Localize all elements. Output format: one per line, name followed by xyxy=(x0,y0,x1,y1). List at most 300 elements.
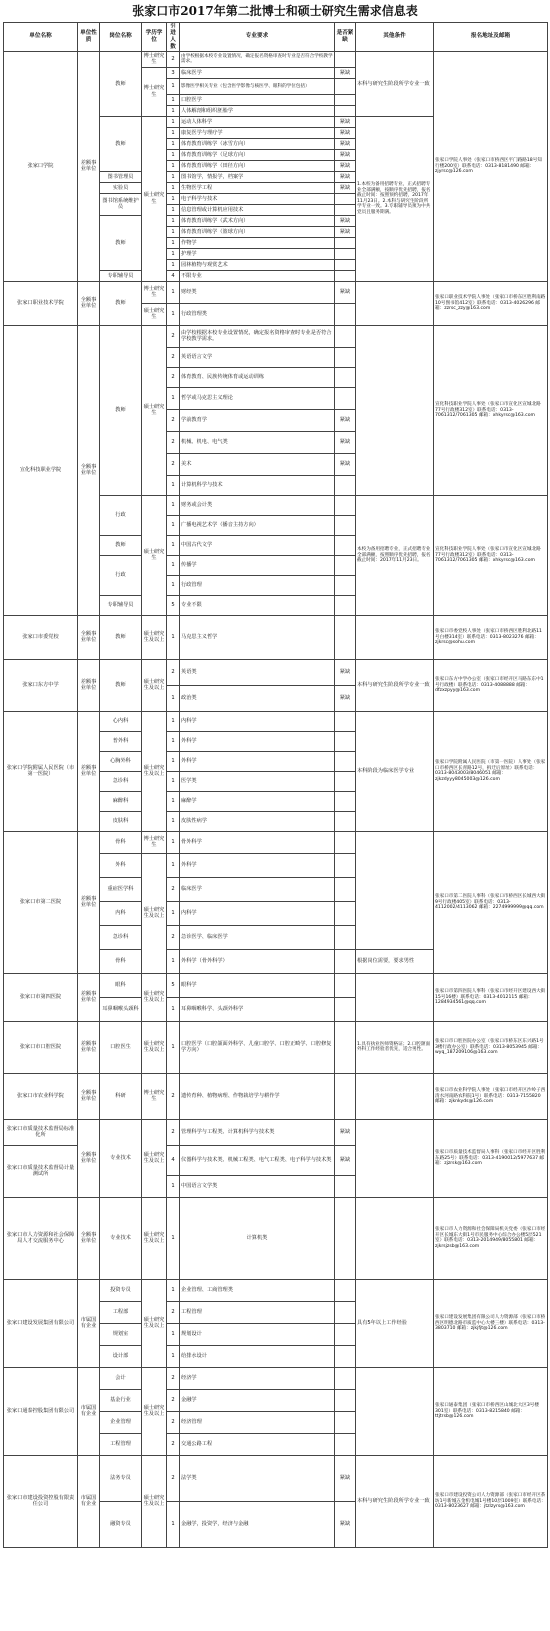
table-row xyxy=(4,973,548,997)
major: 哲学或马克思主义理论 xyxy=(180,387,335,409)
count: 1 xyxy=(167,1197,180,1279)
major: 规划设计 xyxy=(180,1323,335,1345)
major: 计算机类 xyxy=(180,1197,335,1279)
post-name: 心胸外科 xyxy=(100,751,142,771)
major: 给排水设计 xyxy=(180,1345,335,1367)
header-count: 引进人数 xyxy=(167,23,180,52)
post-name: 行政 xyxy=(100,495,142,535)
major: 园林植物与观赏艺术 xyxy=(180,259,335,270)
count: 1 xyxy=(167,193,180,204)
shortage xyxy=(335,1175,356,1197)
shortage xyxy=(335,325,356,347)
post-name: 耳鼻咽喉头颈科 xyxy=(100,997,142,1021)
education: 硕士研究生 xyxy=(142,325,167,495)
unit-name: 张家口市建设投资控股有限责任公司 xyxy=(4,1455,78,1547)
header-row xyxy=(4,23,548,52)
education: 博士研究生 xyxy=(142,1073,167,1119)
shortage: 紧缺 xyxy=(335,226,356,237)
other-conditions xyxy=(356,615,434,659)
shortage: 紧缺 xyxy=(335,659,356,685)
major: 急诊医学、临床医学 xyxy=(180,925,335,949)
shortage xyxy=(335,595,356,615)
post-name: 急诊科 xyxy=(100,925,142,949)
shortage xyxy=(335,1323,356,1345)
table-row xyxy=(4,1197,548,1279)
unit-nature: 全额事业单位 xyxy=(78,615,100,659)
major: 体育教育训练学（冰雪方向） xyxy=(180,138,335,149)
major: 体育教育训练学（篮球方向） xyxy=(180,226,335,237)
count: 1 xyxy=(167,303,180,325)
post-name: 投资专员 xyxy=(100,1279,142,1301)
count: 1 xyxy=(167,831,180,853)
table-row xyxy=(4,615,548,659)
shortage xyxy=(335,193,356,204)
post-name: 外科 xyxy=(100,853,142,877)
shortage xyxy=(335,1073,356,1119)
count: 1 xyxy=(167,171,180,182)
shortage xyxy=(335,1433,356,1455)
major: 遗传育种、植物病理、作物栽培学与耕作学 xyxy=(180,1073,335,1119)
major: 马克思主义哲学 xyxy=(180,615,335,659)
major: 由学校根据本校专业设置情况，确定报名资格审查时专业是否符合学校教学需求。 xyxy=(180,325,335,347)
count: 1 xyxy=(167,811,180,831)
shortage xyxy=(335,1301,356,1323)
address: 张家口市第二医院人事科（张家口市桥西区长城西大街9号行政楼405室）联系电话：0313-4112002/4113062 邮箱：2274999999@qq.com xyxy=(434,831,548,973)
unit-nature: 全额事业单位 xyxy=(78,1197,100,1279)
shortage xyxy=(335,237,356,248)
count: 2 xyxy=(167,1411,180,1433)
shortage: 紧缺 xyxy=(335,1501,356,1547)
table-row xyxy=(4,51,548,67)
unit-nature: 差额事业单位 xyxy=(78,1021,100,1073)
shortage: 紧缺 xyxy=(335,453,356,475)
major: 广播电视艺术学（播音主持方向） xyxy=(180,515,335,535)
shortage xyxy=(335,831,356,853)
education: 硕士研究生及以上 xyxy=(142,615,167,659)
education: 博士研究生 xyxy=(142,67,167,116)
shortage xyxy=(335,78,356,94)
major: 法学类 xyxy=(180,1455,335,1501)
count: 1 xyxy=(167,78,180,94)
post-name: 专业技术 xyxy=(100,1119,142,1197)
shortage xyxy=(335,270,356,281)
major: 行政管理 xyxy=(180,575,335,595)
post-name: 皮肤科 xyxy=(100,811,142,831)
major: 管理科学与工程类、计算机科学与技术类 xyxy=(180,1119,335,1145)
address: 张家口东方中学办公室（张家口市经开区马路东东中1号行政楼）联系电话：0313-4088888 邮箱：dfzxzpyy@163.com xyxy=(434,659,548,711)
header-shortage: 是否紧缺 xyxy=(335,23,356,52)
table-row xyxy=(4,1073,548,1119)
address: 宣化科技职业学院人事处（张家口市宣化区宣城北路77号行政楼312室）联系电话：0313-7061312/7061305 邮箱：xhkyrsc@163.com xyxy=(434,495,548,615)
major: 体育教育训练学（田径方向） xyxy=(180,160,335,171)
count: 1 xyxy=(167,731,180,751)
shortage xyxy=(335,248,356,259)
shortage: 紧缺 xyxy=(335,171,356,182)
count: 1 xyxy=(167,127,180,138)
shortage xyxy=(335,51,356,67)
unit-nature: 市属国有企业 xyxy=(78,1367,100,1455)
post-name: 普外科 xyxy=(100,731,142,751)
education: 硕士研究生及以上 xyxy=(142,1279,167,1367)
count: 1 xyxy=(167,771,180,791)
shortage xyxy=(335,303,356,325)
unit-name: 张家口市人力资源和社会保障局人才交流服务中心 xyxy=(4,1197,78,1279)
header-unit: 单位名称 xyxy=(4,23,78,52)
address: 张家口市第四医院人事科（张家口市经开区建设西大街15号16楼）联系电话：0313-4012115 邮箱：1284934561@qq.com xyxy=(434,973,548,1021)
shortage xyxy=(335,731,356,751)
post-name: 专职辅导员 xyxy=(100,270,142,281)
count: 2 xyxy=(167,1119,180,1145)
post-name: 教师 xyxy=(100,659,142,711)
other-conditions xyxy=(356,1367,434,1455)
count: 2 xyxy=(167,659,180,685)
major: 英语语言文学 xyxy=(180,347,335,367)
other-conditions xyxy=(356,831,434,949)
header-address: 报名地址及邮箱 xyxy=(434,23,548,52)
major: 仪器科学与技术类、机械工程类、电气工程类、电子科学与技术类 xyxy=(180,1145,335,1175)
shortage xyxy=(335,997,356,1021)
address: 张家口职业技术学院人事处（张家口市桥东区胜利南路10号图书馆412室）联系电话：0313-4026296 邮箱：zzrsc_zzy@163.com xyxy=(434,281,548,325)
unit-name: 宣化科技职业学院 xyxy=(4,325,78,615)
major: 企业管理、工商管理类 xyxy=(180,1279,335,1301)
post-name: 会计 xyxy=(100,1367,142,1389)
other-conditions: 本校为备用招聘专业，正式招聘专业全部满额，按照顺序优先招聘，报名截止时间：2017年11月23日。 xyxy=(356,495,434,615)
unit-nature: 全额事业单位 xyxy=(78,1119,100,1197)
other-conditions: 本科与研究生阶段所学专业一致 xyxy=(356,51,434,116)
count: 1 xyxy=(167,1279,180,1301)
major: 财务或会计类 xyxy=(180,495,335,515)
major: 工程管理 xyxy=(180,1301,335,1323)
shortage xyxy=(335,751,356,771)
major: 中国古代文学 xyxy=(180,535,335,555)
major: 内科学 xyxy=(180,711,335,731)
unit-name: 张家口学院附属人民医院（市第一医院） xyxy=(4,711,78,831)
post-name: 教师 xyxy=(100,51,142,116)
shortage: 紧缺 xyxy=(335,281,356,303)
post-name: 实验员 xyxy=(100,182,142,193)
major: 电子科学与技术 xyxy=(180,193,335,204)
post-name: 工程管理 xyxy=(100,1433,142,1455)
major: 专业不限 xyxy=(180,595,335,615)
shortage xyxy=(335,791,356,811)
table-row xyxy=(4,711,548,731)
major: 财经类 xyxy=(180,281,335,303)
shortage xyxy=(335,853,356,877)
major: 体育教育、民族传统体育或运动训练 xyxy=(180,367,335,387)
other-conditions: 根据岗位需要，要求男性 xyxy=(356,949,434,973)
count: 1 xyxy=(167,495,180,515)
recruitment-table xyxy=(3,22,548,1548)
major: 学前教育学 xyxy=(180,409,335,431)
count: 1 xyxy=(167,387,180,409)
major: 经济学 xyxy=(180,1367,335,1389)
major: 由学校根据本校专业设置情况，确定报名资格审查时专业是否符合学校教学需求。 xyxy=(180,51,335,67)
major: 外科学 xyxy=(180,731,335,751)
count: 1 xyxy=(167,226,180,237)
address: 张家口市建设投资公司人力资源部（张家口市经开区茶坊1号新城五金机电城1号楼10层1009室）联系电话：0313-8023627 邮箱：jtzlzyrs@163.com xyxy=(434,1455,548,1547)
count: 5 xyxy=(167,973,180,997)
shortage xyxy=(335,105,356,116)
major: 人体解剖和组织胚胎学 xyxy=(180,105,335,116)
count: 4 xyxy=(167,1145,180,1175)
count: 1 xyxy=(167,1501,180,1547)
unit-name: 张家口建设发展集团有限公司 xyxy=(4,1279,78,1367)
count: 2 xyxy=(167,1455,180,1501)
unit-name: 张家口通泰控股集团有限公司 xyxy=(4,1367,78,1455)
unit-name: 张家口市农业科学院 xyxy=(4,1073,78,1119)
major: 眼科学 xyxy=(180,973,335,997)
other-conditions xyxy=(356,281,434,325)
count: 1 xyxy=(167,685,180,711)
post-name: 麻醉科 xyxy=(100,791,142,811)
major: 英语类 xyxy=(180,659,335,685)
shortage xyxy=(335,1345,356,1367)
education: 硕士研究生及以上 xyxy=(142,1119,167,1197)
unit-name: 张家口市质量技术监督局计量测试所 xyxy=(4,1145,78,1197)
count: 1 xyxy=(167,259,180,270)
major: 运动人体科学 xyxy=(180,116,335,127)
major: 医学类 xyxy=(180,771,335,791)
address: 宣化科技职业学院人事处（张家口市宣化区宣城北路77号行政楼312室）联系电话：0313-7061312/7061305 邮箱：xhkyrsc@163.com xyxy=(434,325,548,495)
count: 1 xyxy=(167,791,180,811)
shortage: 紧缺 xyxy=(335,1455,356,1501)
education: 硕士研究生 xyxy=(142,303,167,325)
count: 1 xyxy=(167,281,180,303)
shortage xyxy=(335,901,356,925)
post-name: 规划室 xyxy=(100,1323,142,1345)
shortage: 紧缺 xyxy=(335,67,356,78)
unit-name: 张家口市口腔医院 xyxy=(4,1021,78,1073)
unit-nature: 差额事业单位 xyxy=(78,831,100,973)
address: 张家口市人力资源和社会保障局机关党委（张家口市经开区长城东大街1号市民服务中心综合办公楼5层521室）联系电话：0313-2014949/8055801 邮箱：zjkrsjzsb@163.com xyxy=(434,1197,548,1279)
count: 2 xyxy=(167,51,180,67)
major: 生物医学工程 xyxy=(180,182,335,193)
count: 1 xyxy=(167,215,180,226)
shortage: 紧缺 xyxy=(335,138,356,149)
shortage xyxy=(335,1411,356,1433)
major: 麻醉学 xyxy=(180,791,335,811)
major: 不限专业 xyxy=(180,270,335,281)
education: 硕士研究生及以上 xyxy=(142,1021,167,1073)
major: 美术 xyxy=(180,453,335,475)
other-conditions: 1.本校为备用招聘专业，正式招聘专业全部满额，按顺序优先招聘，报名截止时间：按照预约招聘，2017年11月23日。2.本科与研究生阶段所学专业一致。3.专职辅导员须为中共党员且服务期满。 xyxy=(356,116,434,281)
unit-name: 张家口东方中学 xyxy=(4,659,78,711)
post-name: 法务专员 xyxy=(100,1455,142,1501)
unit-nature: 全额事业单位 xyxy=(78,281,100,325)
major: 体育教育训练学（足球方向） xyxy=(180,149,335,160)
unit-nature: 差额事业单位 xyxy=(78,711,100,831)
post-name: 基金行业 xyxy=(100,1389,142,1411)
count: 1 xyxy=(167,105,180,116)
post-name: 心内科 xyxy=(100,711,142,731)
other-conditions: 本科阶段为临床医学专业 xyxy=(356,711,434,831)
education: 硕士研究生及以上 xyxy=(142,659,167,711)
count: 1 xyxy=(167,997,180,1021)
count: 2 xyxy=(167,453,180,475)
education: 博士研究生 xyxy=(142,831,167,853)
shortage: 紧缺 xyxy=(335,116,356,127)
shortage xyxy=(335,475,356,495)
shortage xyxy=(335,1367,356,1389)
shortage xyxy=(335,387,356,409)
post-name: 专业技术 xyxy=(100,1197,142,1279)
shortage xyxy=(335,973,356,997)
major: 外科学 xyxy=(180,853,335,877)
post-name: 内科 xyxy=(100,901,142,925)
page-title: 张家口市2017年第二批博士和硕士研究生需求信息表 xyxy=(132,4,418,18)
address: 张家口市质量技术监督局人事科（张家口市经开区胜利东路25号）联系电话：0313-4190012/5977637 邮箱：zjzrsk@163.com xyxy=(434,1119,548,1197)
post-name: 教师 xyxy=(100,615,142,659)
table-row xyxy=(4,659,548,685)
count: 2 xyxy=(167,325,180,347)
major: 计算机科学与技术 xyxy=(180,475,335,495)
post-name: 重症医学科 xyxy=(100,877,142,901)
major: 行政管理类 xyxy=(180,303,335,325)
count: 1 xyxy=(167,138,180,149)
header-education: 学历学位 xyxy=(142,23,167,52)
count: 1 xyxy=(167,237,180,248)
shortage xyxy=(335,615,356,659)
unit-nature: 市属国有企业 xyxy=(78,1279,100,1367)
education: 硕士研究生及以上 xyxy=(142,1197,167,1279)
count: 1 xyxy=(167,901,180,925)
post-name: 急诊科 xyxy=(100,771,142,791)
other-conditions: 具有5年以上工作经验 xyxy=(356,1279,434,1367)
count: 1 xyxy=(167,1021,180,1073)
shortage xyxy=(335,495,356,515)
table-row xyxy=(4,1021,548,1073)
major: 口腔医学 xyxy=(180,94,335,105)
count: 1 xyxy=(167,248,180,259)
education: 硕士研究生 xyxy=(142,116,167,281)
shortage: 紧缺 xyxy=(335,431,356,453)
shortage: 紧缺 xyxy=(335,182,356,193)
major: 机械、机电、电气类 xyxy=(180,431,335,453)
table-row xyxy=(4,1367,548,1389)
count: 1 xyxy=(167,204,180,215)
shortage xyxy=(335,204,356,215)
major: 耳鼻咽喉科学、头颈外科学 xyxy=(180,997,335,1021)
education: 硕士研究生及以上 xyxy=(142,1455,167,1547)
count: 1 xyxy=(167,575,180,595)
post-name: 眼科 xyxy=(100,973,142,997)
major: 骨外科学 xyxy=(180,831,335,853)
shortage: 紧缺 xyxy=(335,1145,356,1175)
major: 临床医学 xyxy=(180,67,335,78)
major: 金融学，投资学，经济与金融 xyxy=(180,1501,335,1547)
post-name: 融资专员 xyxy=(100,1501,142,1547)
unit-nature: 差额事业单位 xyxy=(78,973,100,1021)
count: 1 xyxy=(167,160,180,171)
post-name: 设计部 xyxy=(100,1345,142,1367)
shortage xyxy=(335,347,356,367)
post-name: 口腔医生 xyxy=(100,1021,142,1073)
major: 临床医学 xyxy=(180,877,335,901)
count: 2 xyxy=(167,431,180,453)
shortage: 紧缺 xyxy=(335,1119,356,1145)
count: 2 xyxy=(167,1367,180,1389)
count: 1 xyxy=(167,475,180,495)
shortage xyxy=(335,711,356,731)
shortage xyxy=(335,1197,356,1279)
unit-name: 张家口学院 xyxy=(4,51,78,281)
count: 1 xyxy=(167,853,180,877)
other-conditions xyxy=(356,973,434,1021)
address: 张家口学院附属人民医院（市第一医院）人事处（张家口市桥西区长青路12号，拆迁后原址）联系电话：0313-8043003/8046051 邮箱：zjkzdyyy8045003@126.com xyxy=(434,711,548,831)
unit-nature: 差额事业单位 xyxy=(78,51,100,281)
shortage xyxy=(335,925,356,949)
address: 张家口学院人事处（张家口市桥西区平门路路18号知行楼200室）联系电话：0313-8181490 邮箱：zjyrsc@126.com xyxy=(434,51,548,281)
unit-nature: 全额事业单位 xyxy=(78,325,100,615)
post-name: 企业管理 xyxy=(100,1411,142,1433)
other-conditions xyxy=(356,1197,434,1279)
count: 1 xyxy=(167,116,180,127)
address: 张家口市农业科学院人事处（张家口市经开区沙岭子西清水河南路农科院1号）联系电话：0313-7155820 邮箱：zjknkyds@126.com xyxy=(434,1073,548,1119)
education: 博士研究生 xyxy=(142,51,167,67)
count: 1 xyxy=(167,555,180,575)
count: 5 xyxy=(167,595,180,615)
count: 2 xyxy=(167,409,180,431)
unit-name: 张家口市第二医院 xyxy=(4,831,78,973)
education: 博士研究生 xyxy=(142,281,167,303)
table-row xyxy=(4,1119,548,1145)
major: 外科学（骨外科学） xyxy=(180,949,335,973)
unit-name: 张家口职业技术学院 xyxy=(4,281,78,325)
count: 1 xyxy=(167,149,180,160)
post-name: 图书馆系统维护员 xyxy=(100,193,142,215)
shortage xyxy=(335,949,356,973)
unit-nature: 差额事业单位 xyxy=(78,659,100,711)
post-name: 教师 xyxy=(100,281,142,325)
post-name: 骨科 xyxy=(100,831,142,853)
header-other: 其他条件 xyxy=(356,23,434,52)
post-name: 专职辅导员 xyxy=(100,595,142,615)
count: 2 xyxy=(167,347,180,367)
other-conditions xyxy=(356,1073,434,1119)
other-conditions: 1.具有执业医师资格证；2.口腔颌面外科工作经验者优先，适合男性。 xyxy=(356,1021,434,1073)
post-name: 图书管理员 xyxy=(100,171,142,182)
education: 硕士研究生及以上 xyxy=(142,711,167,831)
table-row xyxy=(4,281,548,303)
count: 2 xyxy=(167,1073,180,1119)
address: 张家口市口腔医院办公室（张家口市桥东区东兴路1号3楼行政办公室）联系电话：0313-8053945 邮箱：wyq_187209106@163.com xyxy=(434,1021,548,1073)
post-name: 教师 xyxy=(100,535,142,555)
other-conditions: 本科与研究生阶段所学专业一致 xyxy=(356,1455,434,1547)
unit-nature: 市属国有企业 xyxy=(78,1455,100,1547)
shortage: 紧缺 xyxy=(335,149,356,160)
post-name: 教师 xyxy=(100,325,142,495)
other-conditions xyxy=(356,325,434,495)
major: 图书馆学，情报学，档案学 xyxy=(180,171,335,182)
shortage: 紧缺 xyxy=(335,215,356,226)
shortage xyxy=(335,535,356,555)
unit-name: 张家口市质量技术监督局标准化所 xyxy=(4,1119,78,1145)
major: 作物学 xyxy=(180,237,335,248)
post-name: 科研 xyxy=(100,1073,142,1119)
major: 经济管理 xyxy=(180,1411,335,1433)
other-conditions: 本科与研究生阶段所学专业一致 xyxy=(356,659,434,711)
post-name: 骨科 xyxy=(100,949,142,973)
post-name: 工程部 xyxy=(100,1301,142,1323)
education: 硕士研究生及以上 xyxy=(142,1367,167,1455)
major: 信息管理或计算机应用技术 xyxy=(180,204,335,215)
count: 1 xyxy=(167,182,180,193)
table-row xyxy=(4,831,548,853)
major: 护理学 xyxy=(180,248,335,259)
shortage: 紧缺 xyxy=(335,160,356,171)
count: 1 xyxy=(167,515,180,535)
major: 口腔医学（口腔颌面外科学、儿童口腔学、口腔正畸学、口腔修复学方向） xyxy=(180,1021,335,1073)
